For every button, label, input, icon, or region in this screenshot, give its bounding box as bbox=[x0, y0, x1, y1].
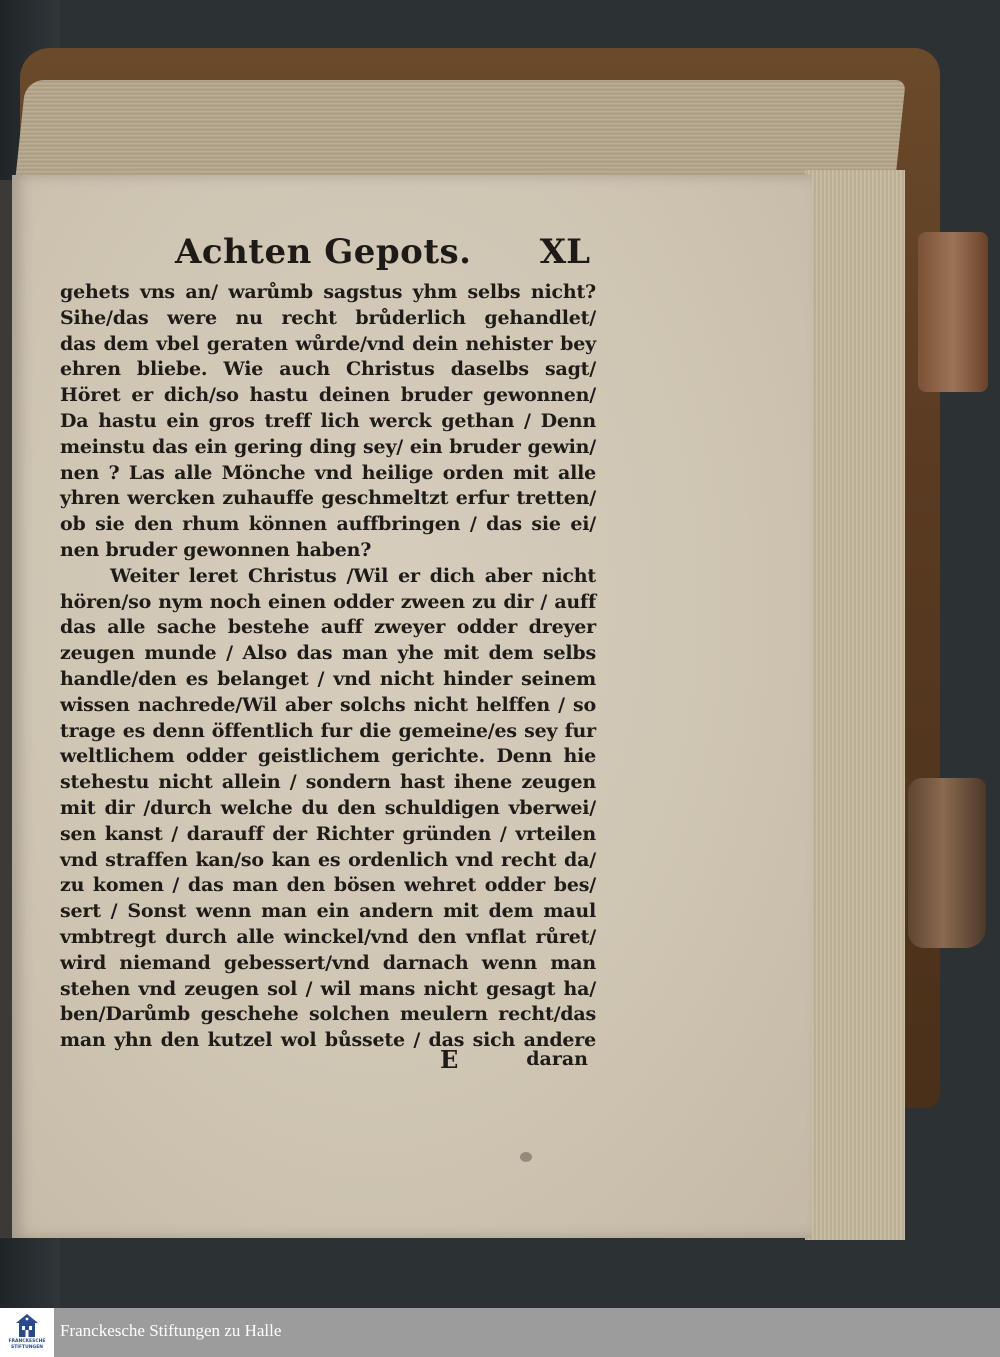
text-line: zu komen / das man den bösen wehret odder bes/ bbox=[60, 874, 596, 897]
clasp-bottom bbox=[908, 778, 986, 948]
logo-text bbox=[0, 1339, 54, 1350]
text-line: sen kanst / darauff der Richter gründen / vrteilen bbox=[60, 822, 596, 845]
text-line: das alle sache bestehe auff zweyer odder dreyer bbox=[60, 616, 596, 639]
text-line: Höret er dich/so hastu deinen bruder gewonnen/ bbox=[60, 384, 596, 407]
page-edges-right bbox=[805, 170, 905, 1240]
text-line: meinstu das ein gering ding sey/ ein bruder gewin/ bbox=[60, 435, 596, 458]
logo-text-line2: STIFTUNGEN bbox=[10, 1344, 44, 1350]
text-line: weltlichem odder geistlichem gerichte. Denn hie bbox=[60, 745, 596, 768]
text-block bbox=[60, 280, 596, 1054]
running-header bbox=[175, 232, 590, 276]
text-line: ob sie den rhum können auffbringen / das sie ei/ bbox=[60, 513, 596, 536]
ink-spot bbox=[520, 1152, 532, 1162]
text-line: Da hastu ein gros treff lich werck gethan / Denn bbox=[60, 409, 596, 432]
footer-bar bbox=[0, 1308, 1000, 1357]
text-line: nen bruder gewonnen haben? bbox=[60, 538, 372, 561]
folio-number: XL bbox=[539, 232, 590, 272]
footer-label: Franckesche Stiftungen zu Halle bbox=[60, 1321, 282, 1340]
text-line: sert / Sonst wenn man ein andern mit dem maul bbox=[60, 900, 596, 923]
text-line: vmbtregt durch alle winckel/vnd den vnflat růret/ bbox=[60, 925, 596, 948]
text-line: yhren wercken zuhauffe geschmeltzt erfur tretten/ bbox=[60, 487, 596, 510]
text-line: zeugen munde / Also das man yhe mit dem selbs bbox=[60, 642, 596, 665]
text-line: ehren bliebe. Wie auch Christus daselbs sagt/ bbox=[60, 358, 596, 381]
text-line: wissen nachrede/Wil aber solchs nicht helffen / so bbox=[60, 693, 596, 716]
text-line: mit dir /durch welche du den schuldigen vberwei/ bbox=[60, 796, 596, 819]
text-line: gehets vns an/ warůmb sagstus yhm selbs nicht? bbox=[60, 281, 596, 303]
text-line: stehen vnd zeugen sol / wil mans nicht gesagt ha/ bbox=[60, 977, 596, 1000]
page-edges-top bbox=[14, 80, 906, 190]
header-title: Achten Gepots. bbox=[175, 232, 472, 272]
text-line: handle/den es belanget / vnd nicht hinder seinem bbox=[60, 667, 596, 690]
text-line: wird niemand gebessert/vnd darnach wenn man bbox=[60, 951, 596, 974]
text-line: das dem vbel geraten wůrde/vnd dein nehister bey bbox=[60, 332, 596, 355]
institution-logo bbox=[0, 1308, 54, 1357]
text-line: stehestu nicht allein / sondern hast ihene zeugen bbox=[60, 771, 596, 794]
logo-text-line1: FRANCKESCHE bbox=[8, 1339, 46, 1344]
text-line: trage es denn öffentlich fur die gemeine/es sey fur bbox=[60, 719, 596, 742]
clasp-top bbox=[918, 232, 988, 392]
text-line: ben/Darůmb geschehe solchen meulern recht/das bbox=[60, 1003, 596, 1026]
text-line: Weiter leret Christus /Wil er dich aber nicht bbox=[110, 564, 596, 587]
text-line: man yhn den kutzel wol bůssete / das sich andere bbox=[60, 1029, 596, 1052]
catchword: daran bbox=[526, 1048, 588, 1070]
gutter bbox=[0, 180, 12, 1238]
text-line: Sihe/das were nu recht brůderlich gehandlet/ bbox=[60, 306, 596, 329]
text-line: hören/so nym noch einen odder zween zu dir / auff bbox=[60, 590, 596, 613]
signature-mark: E bbox=[440, 1045, 459, 1074]
orphanage-building-icon bbox=[14, 1313, 40, 1339]
page-footer-line bbox=[440, 1045, 588, 1075]
text-line: vnd straffen kan/so kan es ordenlich vnd recht da/ bbox=[60, 848, 596, 871]
text-line: nen ? Las alle Mönche vnd heilige orden mit alle bbox=[60, 461, 596, 484]
